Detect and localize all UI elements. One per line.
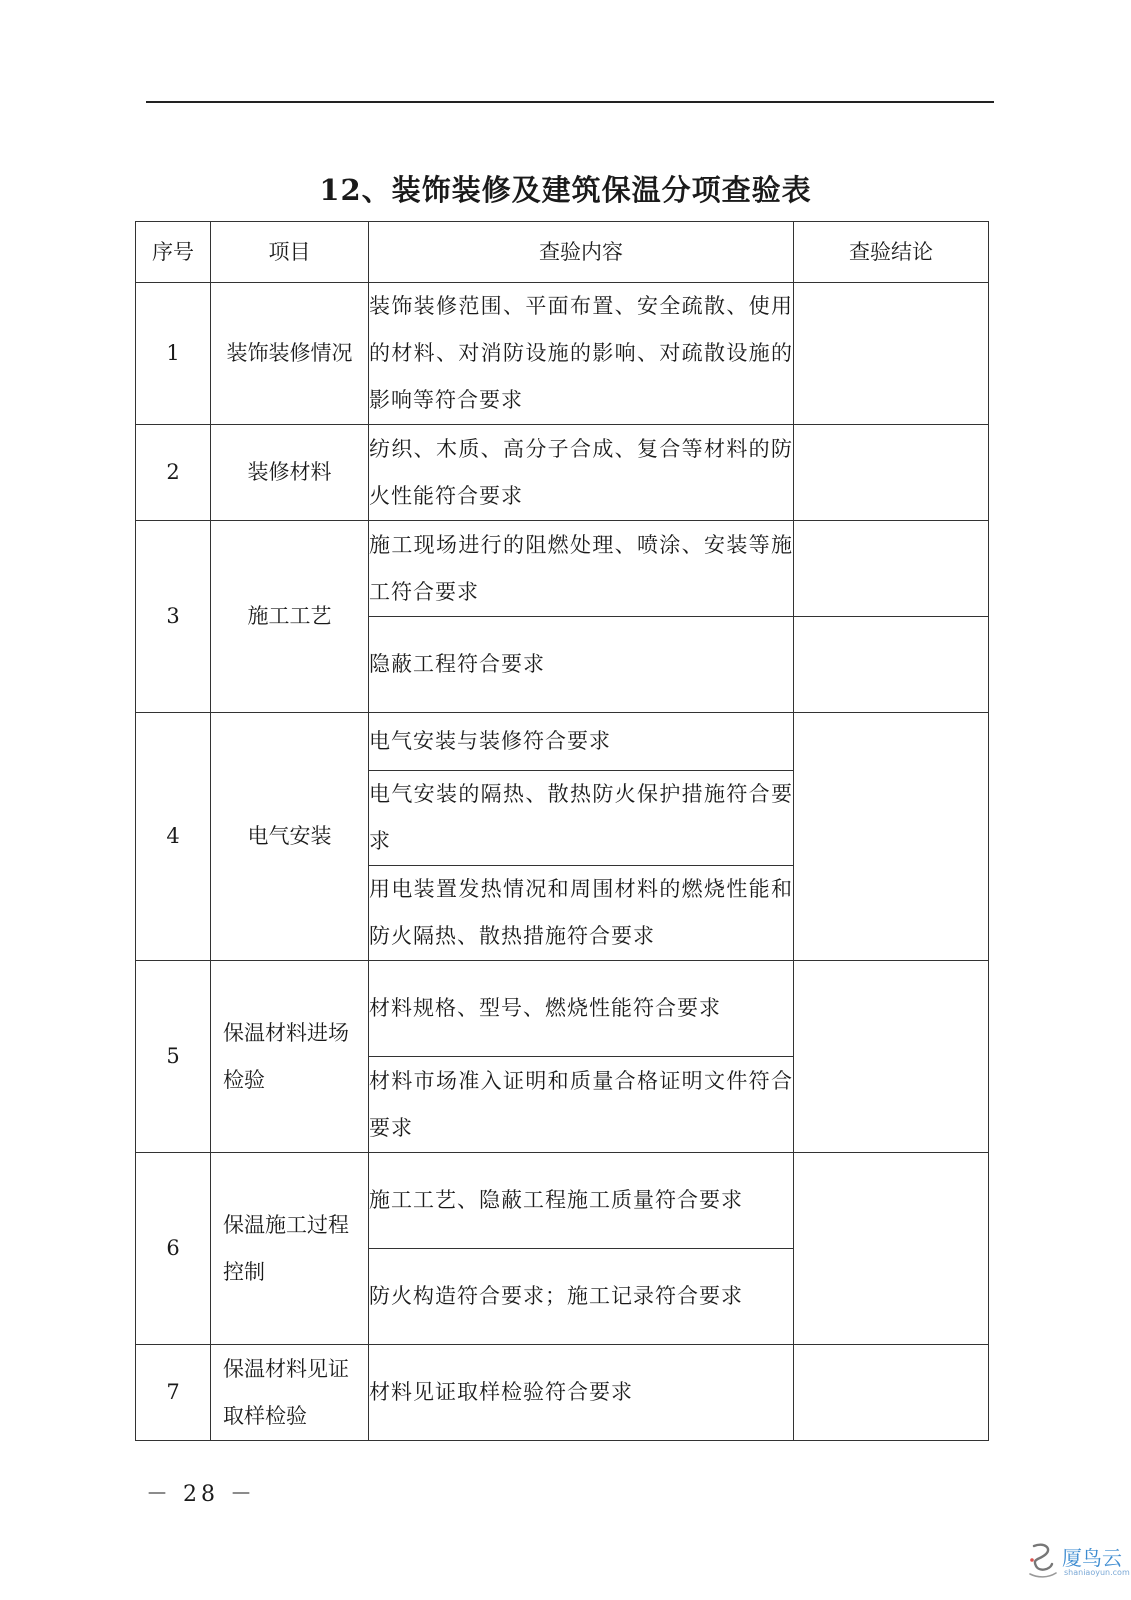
page-title: 12、装饰装修及建筑保温分项查验表 <box>319 173 812 207</box>
row-content: 电气安装与装修符合要求 <box>369 713 794 771</box>
row-result-cell[interactable] <box>794 713 989 961</box>
row-result-cell[interactable] <box>794 961 989 1153</box>
bird-logo-icon <box>1026 1540 1058 1580</box>
table-row <box>136 425 989 521</box>
row-number: 5 <box>136 961 211 1153</box>
row-content: 防火构造符合要求；施工记录符合要求 <box>369 1249 794 1345</box>
header-content: 查验内容 <box>369 222 794 283</box>
row-result-cell[interactable] <box>794 1345 989 1441</box>
row-item: 施工工艺 <box>211 521 369 713</box>
table-row <box>136 1153 989 1249</box>
row-number: 1 <box>136 283 211 425</box>
row-item: 装修材料 <box>211 425 369 521</box>
row-number: 3 <box>136 521 211 713</box>
table-row <box>136 961 989 1057</box>
row-item: 保温材料见证取样检验 <box>211 1345 369 1441</box>
row-result-cell[interactable] <box>794 617 989 713</box>
row-result-cell[interactable] <box>794 521 989 617</box>
header-item: 项目 <box>211 222 369 283</box>
row-item: 电气安装 <box>211 713 369 961</box>
table-row <box>136 713 989 771</box>
row-item: 装饰装修情况 <box>211 283 369 425</box>
watermark <box>1026 1538 1130 1586</box>
header-no: 序号 <box>136 222 211 283</box>
table-row <box>136 283 989 425</box>
table-row <box>136 521 989 617</box>
row-content: 材料市场准入证明和质量合格证明文件符合要求 <box>369 1057 794 1153</box>
row-content: 纺织、木质、高分子合成、复合等材料的防火性能符合要求 <box>369 425 794 521</box>
row-content: 施工工艺、隐蔽工程施工质量符合要求 <box>369 1153 794 1249</box>
row-content: 材料规格、型号、燃烧性能符合要求 <box>369 961 794 1057</box>
row-number: 4 <box>136 713 211 961</box>
watermark-brand: 厦鸟云 <box>1062 1546 1122 1570</box>
row-content: 隐蔽工程符合要求 <box>369 617 794 713</box>
row-item: 保温施工过程控制 <box>211 1153 369 1345</box>
table-header-row <box>136 222 989 283</box>
page-number: － 28 － <box>146 1482 256 1507</box>
row-result-cell[interactable] <box>794 283 989 425</box>
row-result-cell[interactable] <box>794 1153 989 1345</box>
header-result: 查验结论 <box>794 222 989 283</box>
watermark-site: shaniaoyun.com <box>1064 1568 1130 1577</box>
row-number: 6 <box>136 1153 211 1345</box>
row-content: 用电装置发热情况和周围材料的燃烧性能和防火隔热、散热措施符合要求 <box>369 866 794 961</box>
row-content: 电气安装的隔热、散热防火保护措施符合要求 <box>369 771 794 866</box>
row-number: 2 <box>136 425 211 521</box>
row-item: 保温材料进场检验 <box>211 961 369 1153</box>
row-number: 7 <box>136 1345 211 1441</box>
row-result-cell[interactable] <box>794 425 989 521</box>
row-content: 材料见证取样检验符合要求 <box>369 1345 794 1441</box>
row-content: 施工现场进行的阻燃处理、喷涂、安装等施工符合要求 <box>369 521 794 617</box>
table-row <box>136 1345 989 1441</box>
row-content: 装饰装修范围、平面布置、安全疏散、使用的材料、对消防设施的影响、对疏散设施的影响等符合要求 <box>369 283 794 425</box>
header-rule <box>146 101 994 103</box>
inspection-table <box>135 221 989 1441</box>
